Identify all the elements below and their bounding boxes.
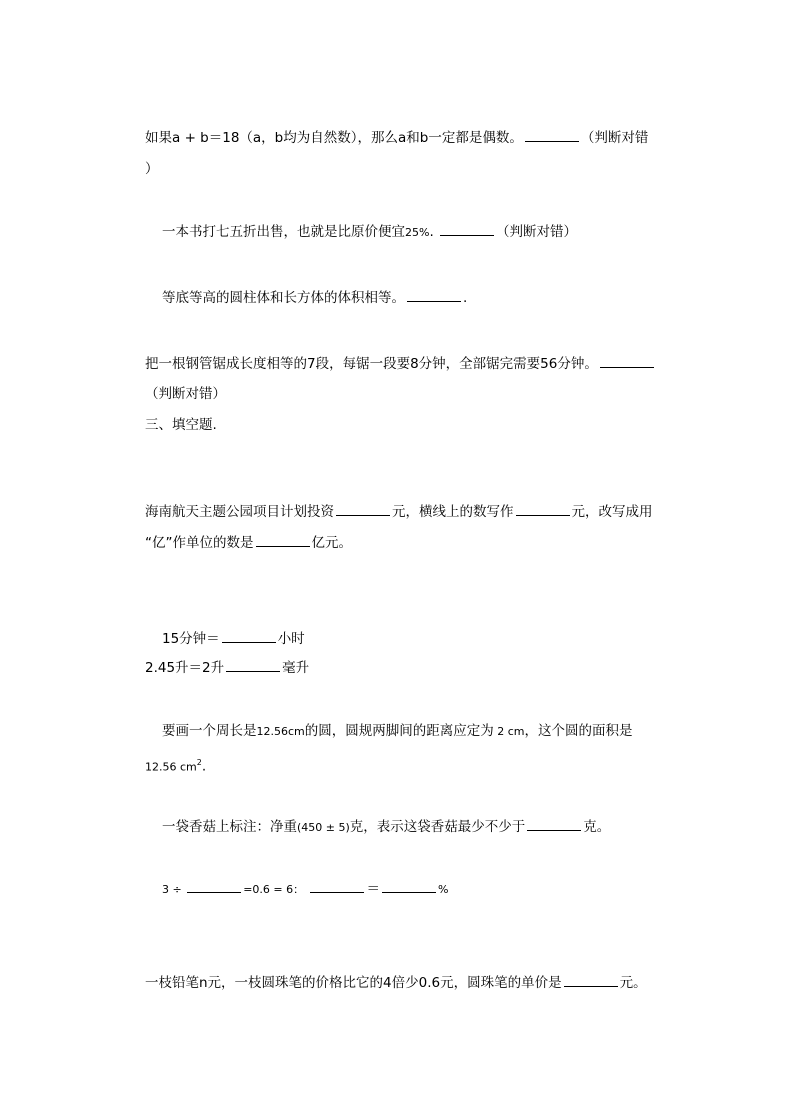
q10-text: 3 ÷: [162, 883, 186, 896]
answer-blank[interactable]: [600, 355, 654, 368]
q1-hint: （判断对错: [580, 130, 649, 146]
q8-text-b: 的圆，圆规两脚间的距离应定为: [304, 723, 494, 739]
question-10: [162, 880, 448, 899]
q11-unit: 元。: [619, 975, 647, 991]
q10-percent: %: [437, 883, 449, 896]
question-8: [162, 722, 633, 741]
answer-blank[interactable]: [382, 880, 436, 893]
q2-dot: .: [429, 224, 434, 240]
q7-text: 2.45升＝2升: [145, 660, 225, 676]
answer-blank[interactable]: [407, 289, 461, 302]
answer-blank[interactable]: [187, 880, 241, 893]
q8-sup: 2: [196, 758, 202, 767]
question-11: [145, 974, 647, 992]
q11-text: 一枝铅笔n元，一枝圆珠笔的价格比它的4倍少0.6元，圆珠笔的单价是: [145, 975, 562, 991]
question-3: [162, 289, 467, 307]
answer-blank[interactable]: [226, 659, 280, 672]
answer-blank[interactable]: [222, 630, 276, 643]
q1-paren: ）: [145, 161, 159, 177]
q5-text-c: 元，改写成用: [571, 504, 653, 520]
q6-text: 15分钟＝: [162, 631, 220, 647]
question-5-cont: [145, 534, 352, 552]
question-9: [162, 818, 610, 837]
q9-unit: 克。: [583, 819, 611, 835]
q5-text: 海南航天主题公园项目计划投资: [145, 504, 334, 520]
section-heading: 三、填空题.: [145, 417, 217, 433]
answer-blank[interactable]: [527, 818, 581, 831]
question-4: [145, 355, 656, 373]
q6-unit: 小时: [277, 631, 305, 647]
answer-blank[interactable]: [525, 129, 579, 142]
q9-text-b: 克，表示这袋香菇最少不少于: [349, 819, 526, 835]
q5-text-d: “亿”作单位的数是: [145, 535, 254, 551]
question-1-cont: [145, 160, 159, 178]
question-5: [145, 503, 653, 521]
answer-blank[interactable]: [564, 974, 618, 987]
q5-text-b: 元，横线上的数写作: [392, 504, 514, 520]
q3-text: 等底等高的圆柱体和长方体的体积相等。: [162, 290, 405, 306]
q5-text-e: 亿元。: [311, 535, 352, 551]
question-8-cont: [145, 754, 206, 777]
q8-dot: .: [201, 758, 207, 775]
q4-text: 把一根钢管锯成长度相等的7段，每锯一段要8分钟，全部锯完需要56分钟。: [145, 356, 598, 372]
q8-text-c: ，这个圆的面积是: [524, 723, 633, 739]
q9-text: 一袋香菇上标注：净重: [162, 819, 297, 835]
answer-blank[interactable]: [440, 223, 494, 236]
q2-percent: 25%: [405, 226, 430, 239]
answer-blank[interactable]: [336, 503, 390, 516]
answer-blank[interactable]: [310, 880, 364, 893]
q10-eq: ＝: [366, 881, 380, 897]
q8-num: 12.56cm: [256, 725, 305, 738]
question-4-cont: [145, 385, 226, 403]
q8-num2: 2 cm: [493, 725, 525, 738]
q7-unit: 毫升: [282, 660, 310, 676]
answer-blank[interactable]: [256, 534, 310, 547]
answer-blank[interactable]: [516, 503, 570, 516]
q10-text-b: =0.6 = 6：: [243, 883, 305, 896]
q4-hint: （判断对错）: [145, 386, 226, 402]
q2-hint: （判断对错）: [496, 224, 578, 240]
question-7: [145, 659, 309, 677]
q2-text: 一本书打七五折出售，也就是比原价便宜: [162, 224, 405, 240]
q3-dot: .: [463, 290, 468, 306]
q8-text: 要画一个周长是: [162, 723, 257, 739]
q1-text: 如果a + b＝18（a，b均为自然数），那么a和b一定都是偶数。: [145, 130, 523, 146]
question-6: [162, 630, 305, 648]
q9-num: (450 ± 5): [297, 821, 350, 834]
question-2: [162, 223, 577, 242]
q8-area: 12.56 cm: [145, 760, 197, 774]
question-1: [145, 129, 648, 147]
